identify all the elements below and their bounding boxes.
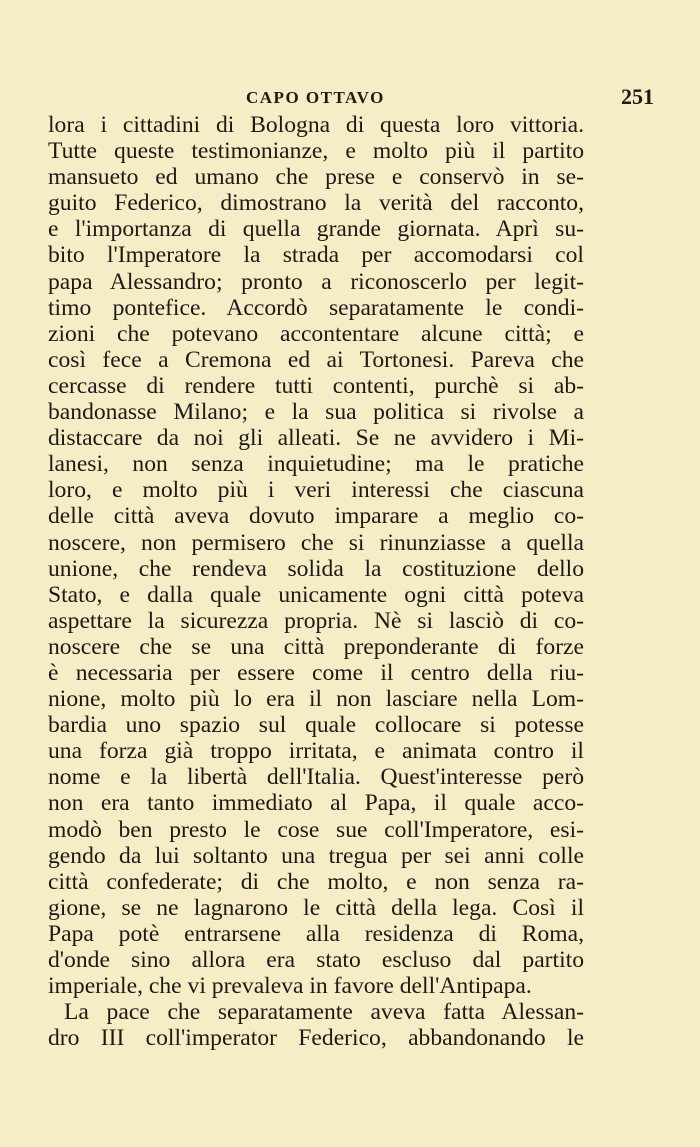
running-head [0,84,700,112]
text-line: delle città aveva dovuto imparare a meglio co- [48,503,584,530]
text-line: noscere che se una città preponderante di forze [48,633,584,660]
text-line: gione, se ne lagnarono le città della lega. Così il [48,894,584,921]
text-line: zioni che potevano accontentare alcune città; e [48,320,584,347]
text-line: bito l'Imperatore la strada per accomodarsi col [48,242,584,269]
text-line: Tutte queste testimonianze, e molto più il partito [48,138,584,165]
text-line: aspettare la sicurezza propria. Nè si lasciò di co- [48,607,584,634]
page-number: 251 [621,84,654,109]
text-line: nione, molto più lo era il non lasciare nella Lom- [48,686,584,713]
text-line: La pace che separatamente aveva fatta Alessan- [64,999,584,1026]
text-line: cercasse di rendere tutti contenti, purchè si ab- [48,372,584,399]
text-line: unione, che rendeva solida la costituzione dello [48,555,584,582]
text-line: lora i cittadini di Bologna di questa loro vittoria. [48,112,584,138]
chapter-title: CAPO OTTAVO [246,88,385,107]
text-line: timo pontefice. Accordò separatamente le condi- [48,294,584,321]
text-line: papa Alessandro; pronto a riconoscerlo per legit- [48,268,584,295]
text-line: Stato, e dalla quale unicamente ogni città poteva [48,581,584,608]
text-line: bandonasse Milano; e la sua politica si rivolse a [48,399,584,426]
text-line: d'onde sino allora era stato escluso dal partito [48,947,584,973]
text-line: loro, e molto più i veri interessi che ciascuna [48,477,584,504]
text-line: noscere, non permisero che si rinunziasse a quella [48,529,584,556]
body-text [48,112,584,1051]
text-line: lanesi, non senza inquietudine; ma le pratiche [48,451,584,478]
text-line: distaccare da noi gli alleati. Se ne avvidero i Mi- [48,425,584,452]
text-line: è necessaria per essere come il centro della riu- [48,659,584,686]
text-line: imperiale, che vi prevaleva in favore dell'Antipapa. [48,973,532,1000]
text-line: così fece a Cremona ed ai Tortonesi. Pareva che [48,346,584,373]
text-line: una forza già troppo irritata, e animata contro il [48,738,584,765]
text-line: Papa potè entrarsene alla residenza di Roma, [48,920,584,947]
text-line: non era tanto immediato al Papa, il quale acco- [48,790,584,817]
text-line: nome e la libertà dell'Italia. Quest'interesse però [48,764,584,791]
text-line: guito Federico, dimostrano la verità del racconto, [48,190,584,217]
text-line: bardia uno spazio sul quale collocare si potesse [48,712,584,739]
text-line: e l'importanza di quella grande giornata. Aprì su- [48,216,584,243]
text-line: gendo da lui soltanto una tregua per sei anni colle [48,842,584,869]
text-line: città confederate; di che molto, e non senza ra- [48,868,584,895]
text-line: mansueto ed umano che prese e conservò in se- [48,164,584,191]
text-line: modò ben presto le cose sue coll'Imperatore, esi- [48,816,584,843]
text-line: dro III coll'imperator Federico, abbandonando le [48,1025,584,1052]
